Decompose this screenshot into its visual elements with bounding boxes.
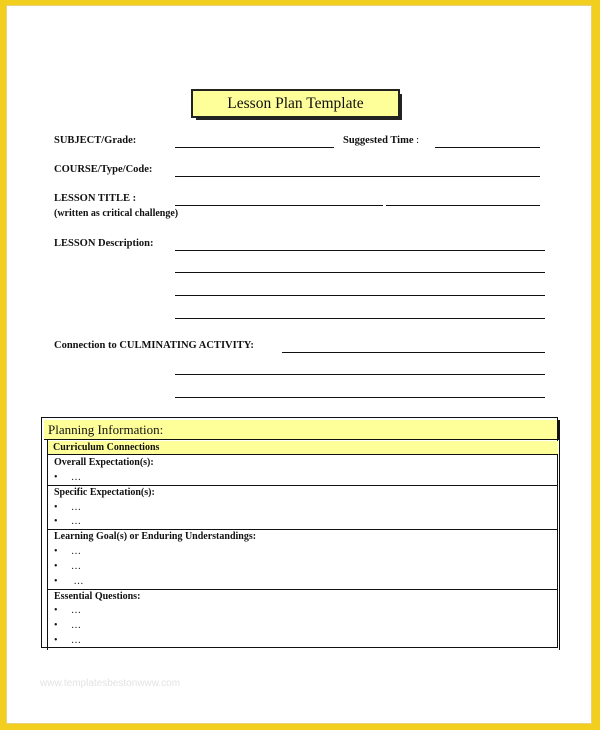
culminating-activity-line-3[interactable] bbox=[175, 397, 545, 398]
overall-expectations-title: Overall Expectation(s): bbox=[54, 457, 154, 468]
course-type-code-field[interactable] bbox=[175, 176, 540, 177]
suggested-time-field[interactable] bbox=[435, 147, 540, 148]
subject-grade-field[interactable] bbox=[175, 147, 334, 148]
suggested-time-label: Suggested Time : bbox=[343, 135, 420, 146]
lesson-description-label: LESSON Description: bbox=[54, 238, 154, 249]
lesson-description-line-4[interactable] bbox=[175, 318, 545, 319]
planning-information-header: Planning Information: bbox=[44, 420, 557, 440]
course-type-code-label: COURSE/Type/Code: bbox=[54, 164, 153, 175]
list-item[interactable]: • … bbox=[54, 561, 81, 572]
culminating-activity-line-1[interactable] bbox=[282, 352, 545, 353]
lesson-title-field-2[interactable] bbox=[386, 205, 540, 206]
culminating-activity-label: Connection to CULMINATING ACTIVITY: bbox=[54, 340, 254, 351]
list-item[interactable]: • … bbox=[54, 472, 81, 483]
learning-goals-title: Learning Goal(s) or Enduring Understandings: bbox=[54, 531, 257, 542]
culminating-activity-line-2[interactable] bbox=[175, 374, 545, 375]
lesson-title-label: LESSON TITLE : bbox=[54, 193, 137, 204]
lesson-description-line-1[interactable] bbox=[175, 250, 545, 251]
list-item[interactable]: • … bbox=[54, 620, 81, 631]
document-title: Lesson Plan Template bbox=[191, 89, 400, 118]
list-item[interactable]: • … bbox=[54, 502, 81, 513]
watermark: www.templatesbestonwww.com bbox=[40, 678, 181, 689]
essential-questions-title: Essential Questions: bbox=[54, 591, 141, 602]
curriculum-connections-header: Curriculum Connections bbox=[48, 441, 558, 455]
lesson-title-subtitle: (written as critical challenge) bbox=[54, 208, 179, 219]
subject-grade-label: SUBJECT/Grade: bbox=[54, 135, 137, 146]
list-item[interactable]: • … bbox=[54, 576, 84, 587]
list-item[interactable]: • … bbox=[54, 546, 81, 557]
section-divider bbox=[48, 529, 558, 530]
list-item[interactable]: • … bbox=[54, 605, 81, 616]
section-divider bbox=[48, 485, 558, 486]
lesson-description-line-3[interactable] bbox=[175, 295, 545, 296]
specific-expectations-title: Specific Expectation(s): bbox=[54, 487, 155, 498]
section-divider bbox=[48, 589, 558, 590]
list-item[interactable]: • … bbox=[54, 516, 81, 527]
lesson-description-line-2[interactable] bbox=[175, 272, 545, 273]
lesson-title-field[interactable] bbox=[175, 205, 383, 206]
list-item[interactable]: • … bbox=[54, 635, 81, 646]
